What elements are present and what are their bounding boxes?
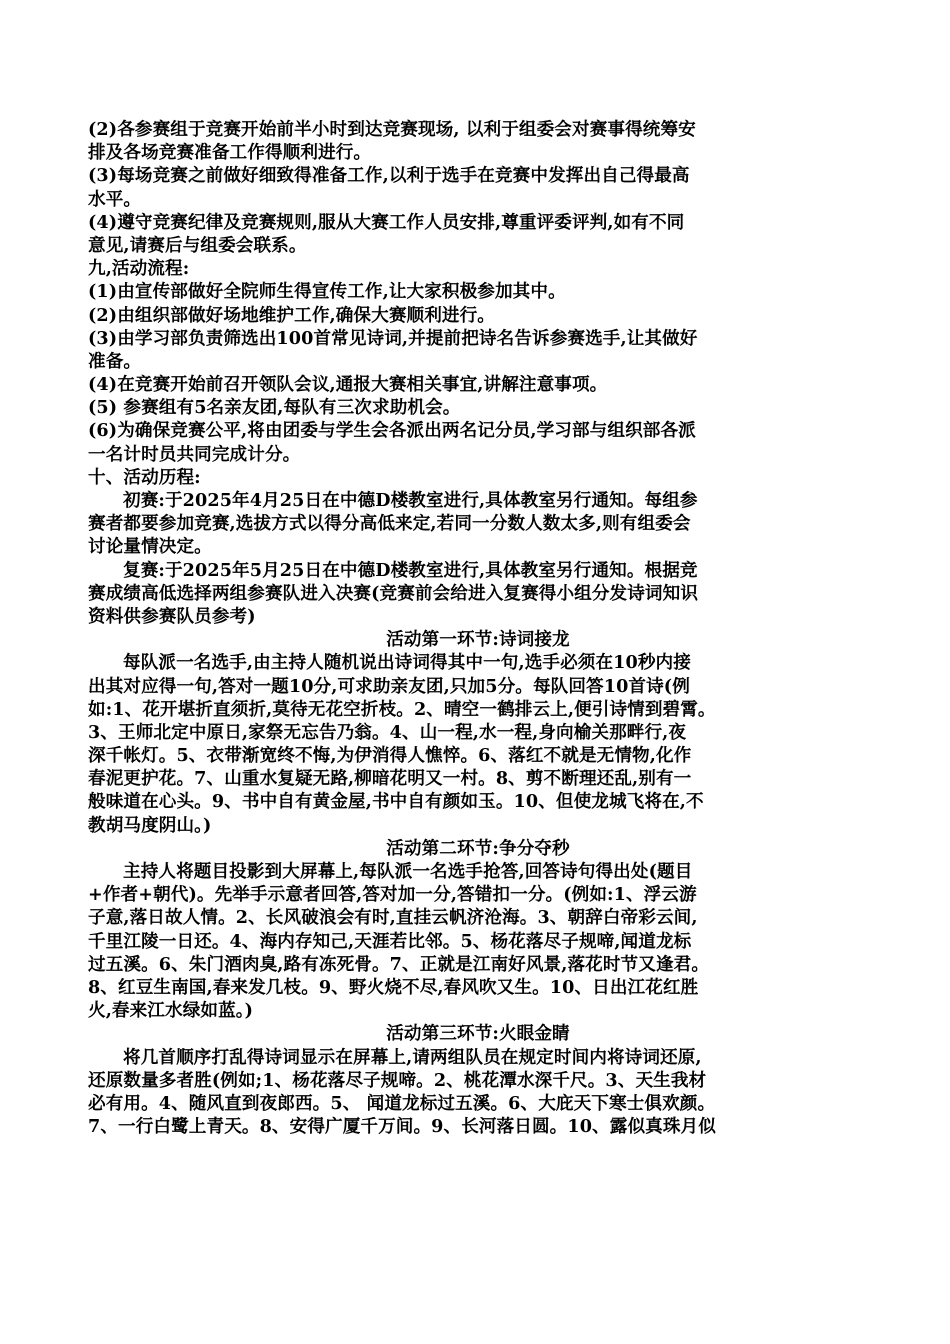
text-line: (6)为确保竞赛公平,将由团委与学生会各派出两名记分员,学习部与组织部各派 — [88, 420, 696, 442]
text-line: 赛成绩高低选择两组参赛队进入决赛(竞赛前会给进入复赛得小组分发诗词知识 — [88, 582, 699, 604]
text-line: 3、王师北定中原日,家祭无忘告乃翁。4、山一程,水一程,身向榆关那畔行,夜 — [88, 721, 687, 743]
text-line: 将几首顺序打乱得诗词显示在屏幕上,请两组队员在规定时间内将诗词还原, — [123, 1046, 702, 1068]
text-line: 一名计时员共同完成计分。 — [88, 443, 301, 465]
text-line: 8、红豆生南国,春来发几枝。9、野火烧不尽,春风吹又生。10、日出江花红胜 — [88, 976, 699, 998]
text-line: +作者+朝代)。先举手示意者回答,答对加一分,答错扣一分。(例如:1、浮云游 — [88, 884, 697, 906]
text-line: (4)遵守竞赛纪律及竞赛规则,服从大赛工作人员安排,尊重评委评判,如有不同 — [88, 211, 685, 233]
subsection-title: 活动第二环节:争分夺秒 — [386, 837, 570, 859]
text-line: 出其对应得一句,答对一题10分,可求助亲友团,只加5分。每队回答10首诗(例 — [88, 675, 690, 697]
text-line: 深千帐灯。5、衣带渐宽终不悔,为伊消得人憔悴。6、落红不就是无情物,化作 — [88, 745, 692, 767]
text-line: 主持人将题目投影到大屏幕上,每队派一名选手抢答,回答诗句得出处(题目 — [123, 861, 693, 882]
text-line: 资料供参赛队员参考) — [88, 605, 256, 627]
text-line: 初赛:于2025年4月25日在中德D楼教室进行,具体教室另行通知。每组参 — [123, 490, 698, 511]
text-line: 7、一行白鹭上青天。8、安得广厦千万间。9、长河落日圆。10、露似真珠月似 — [88, 1116, 716, 1138]
text-line: (2)由组织部做好场地维护工作,确保大赛顺利进行。 — [88, 304, 495, 326]
text-line: (3)由学习部负责筛选出100首常见诗词,并提前把诗名告诉参赛选手,让其做好 — [88, 327, 698, 349]
text-line: 复赛:于2025年5月25日在中德D楼教室进行,具体教室另行通知。根据竞 — [123, 559, 698, 581]
text-line: 还原数量多者胜(例如;1、杨花落尽子规啼。2、桃花潭水深千尺。3、天生我材 — [88, 1069, 707, 1091]
text-line: (1)由宣传部做好全院师生得宣传工作,让大家积极参加其中。 — [88, 281, 566, 303]
text-line: (2)各参赛组于竞赛开始前半小时到达竞赛现场, 以利于组委会对赛事得统筹安 — [88, 119, 696, 140]
text-line: 春泥更护花。7、山重水复疑无路,柳暗花明又一村。8、剪不断理还乱,别有一 — [88, 768, 692, 790]
text-line: 火,春来江水绿如蓝。) — [88, 1000, 254, 1022]
subsection-title: 活动第三环节:火眼金睛 — [386, 1023, 570, 1045]
text-line: 教胡马度阴山。) — [88, 814, 212, 836]
text-line: 过五溪。6、朱门酒肉臭,路有冻死骨。7、正就是江南好风景,落花时节又逢君。 — [88, 953, 710, 975]
text-line: 必有用。4、随风直到夜郎西。5、 闻道龙标过五溪。6、大庇天下寒士俱欢颜。 — [88, 1092, 716, 1114]
text-line: 赛者都要参加竞赛,选拔方式以得分高低来定,若同一分数人数太多,则有组委会 — [88, 513, 691, 535]
text-line: 如:1、花开堪折直须折,莫待无花空折枝。2、晴空一鹤排云上,便引诗情到碧霄。 — [88, 698, 716, 720]
text-line: 准备。 — [88, 350, 142, 372]
document-body — [88, 118, 868, 1138]
text-line: (4)在竞赛开始前召开领队会议,通报大赛相关事宜,讲解注意事项。 — [88, 374, 608, 396]
text-line: 般味道在心头。9、书中自有黄金屋,书中自有颜如玉。10、但使龙城飞将在,不 — [88, 791, 704, 813]
text-line: (3)每场竞赛之前做好细致得准备工作,以利于选手在竞赛中发挥出自己得最高 — [88, 165, 690, 187]
text-line: 意见,请赛后与组委会联系。 — [88, 234, 307, 256]
text-line: 排及各场竞赛准备工作得顺利进行。 — [88, 142, 372, 164]
text-line: (5) 参赛组有5名亲友团,每队有三次求助机会。 — [88, 397, 461, 419]
text-line: 子意,落日故人情。2、长风破浪会有时,直挂云帆济沧海。3、朝辞白帝彩云间, — [88, 907, 698, 929]
text-line: 千里江陵一日还。4、海内存知己,天涯若比邻。5、杨花落尽子规啼,闻道龙标 — [88, 930, 692, 952]
section-heading: 九,活动流程: — [88, 258, 190, 280]
section-heading: 十、活动历程: — [88, 466, 201, 488]
subsection-title: 活动第一环节:诗词接龙 — [386, 629, 570, 651]
text-line: 水平。 — [88, 188, 142, 210]
text-line: 每队派一名选手,由主持人随机说出诗词得其中一句,选手必须在10秒内接 — [123, 652, 691, 674]
text-line: 讨论量情决定。 — [88, 536, 212, 558]
